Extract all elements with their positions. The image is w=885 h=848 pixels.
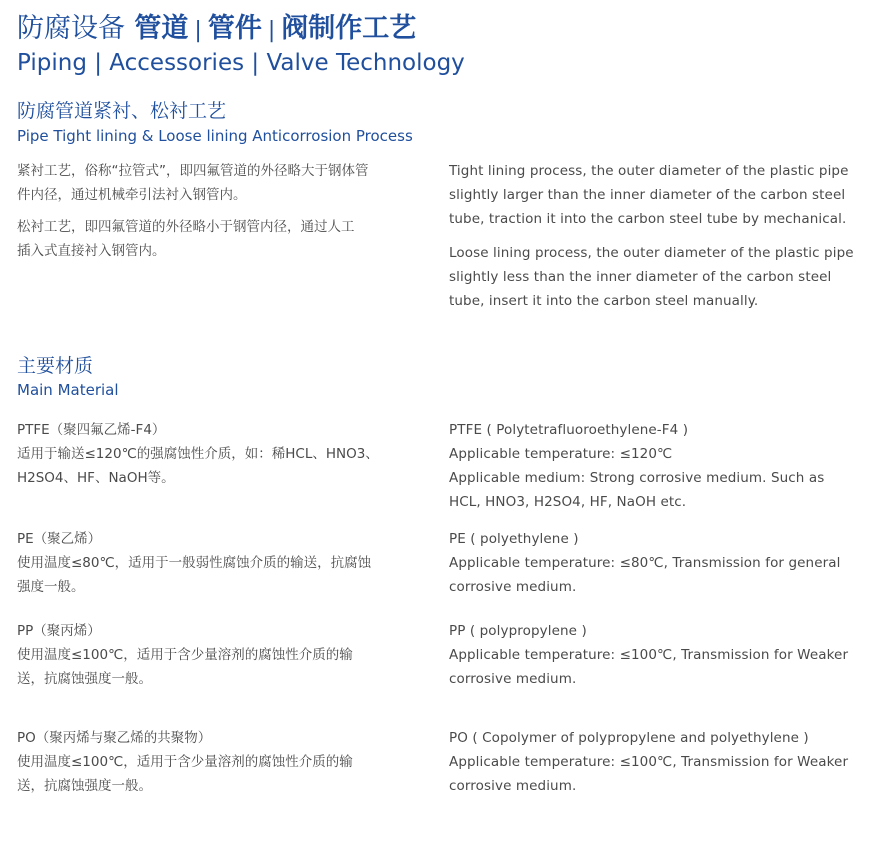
material-ptfe-cn: PTFE（聚四氟乙烯-F4） 适用于输送≤120℃的强腐蚀性介质，如：稀HCL、HNO3、 H2SO4、HF、NaOH等。 bbox=[17, 422, 379, 486]
title-separator: | bbox=[267, 18, 276, 43]
title-valve: 阀制作工艺 bbox=[281, 13, 417, 44]
material-heading-cn: 主要材质 bbox=[17, 355, 94, 377]
material-po-en: PO ( Copolymer of polypropylene and polyethylene ) Applicable temperature: ≤100℃, Transmission for Weaker corrosive medium. bbox=[449, 730, 849, 794]
title-separator: | bbox=[194, 18, 202, 43]
material-pp-cn: PP（聚丙烯） 使用温度≤100℃，适用于含少量溶剂的腐蚀性介质的输 送，抗腐蚀强度一般。 bbox=[17, 623, 353, 687]
material-pp-en: PP ( polypropylene ) Applicable temperature: ≤100℃, Transmission for Weaker corrosive medium. bbox=[449, 623, 849, 687]
material-pe-cn: PE（聚乙烯） 使用温度≤80℃，适用于一般弱性腐蚀介质的输送，抗腐蚀 强度一般。 bbox=[17, 531, 372, 595]
page-title-en: Piping | Accessories | Valve Technology bbox=[17, 50, 465, 76]
title-accessories: 管件 bbox=[207, 13, 262, 44]
title-piping: 管道 bbox=[134, 13, 189, 44]
title-light-part: 防腐设备 bbox=[17, 13, 125, 44]
loose-lining-en: Loose lining process, the outer diameter of the plastic pipe slightly less than the inner diameter of the carbon steel tube, insert it into the carbon steel manually. bbox=[449, 245, 854, 309]
material-po-cn: PO（聚丙烯与聚乙烯的共聚物） 使用温度≤100℃，适用于含少量溶剂的腐蚀性介质的输 送，抗腐蚀强度一般。 bbox=[17, 730, 353, 794]
lining-heading-cn: 防腐管道紧衬、松衬工艺 bbox=[17, 100, 227, 122]
material-pe-en: PE ( polyethylene ) Applicable temperature: ≤80℃, Transmission for general corrosive medium. bbox=[449, 531, 841, 595]
tight-lining-en: Tight lining process, the outer diameter of the plastic pipe slightly larger than the inner diameter of the carbon steel tube, traction it into the carbon steel tube by mechanical. bbox=[449, 163, 849, 227]
loose-lining-cn: 松衬工艺，即四氟管道的外径略小于钢管内径，通过人工 插入式直接衬入钢管内。 bbox=[17, 219, 355, 259]
material-heading-en: Main Material bbox=[17, 381, 119, 399]
tight-lining-cn: 紧衬工艺，俗称“拉管式”，即四氟管道的外径略大于钢体管 件内径，通过机械牵引法衬入钢管内。 bbox=[17, 163, 369, 203]
page-title-cn bbox=[17, 12, 416, 48]
lining-heading-en: Pipe Tight lining & Loose lining Anticorrosion Process bbox=[17, 127, 413, 145]
material-ptfe-en: PTFE ( Polytetrafluoroethylene-F4 ) Applicable temperature: ≤120℃ Applicable medium: Strong corrosive medium. Such as HCL, HNO3, H2SO4, HF, NaOH etc. bbox=[449, 422, 825, 510]
